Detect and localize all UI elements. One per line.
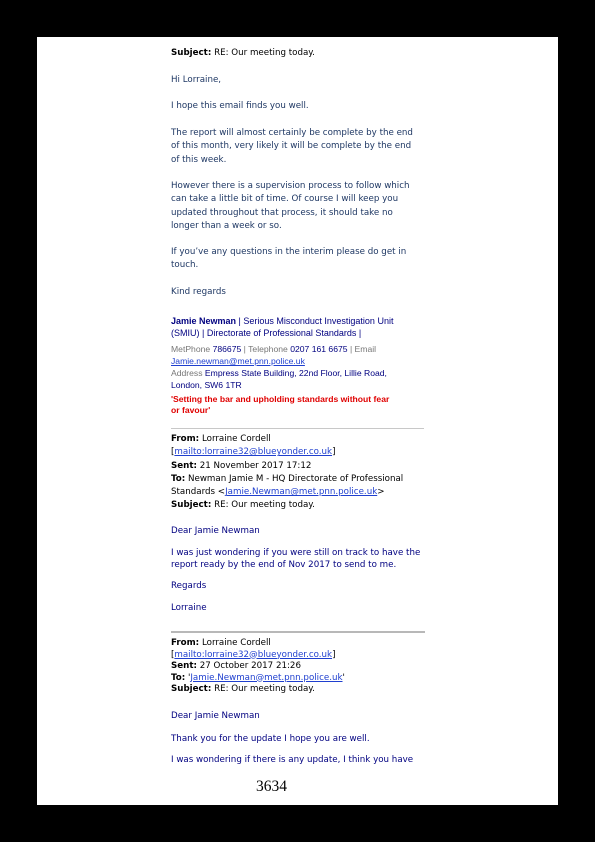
metphone-label: MetPhone — [171, 344, 211, 354]
sent-label: Sent: — [171, 460, 197, 471]
subject-value: RE: Our meeting today. — [214, 500, 315, 511]
sent-label: Sent: — [171, 661, 197, 671]
email2-sent-line — [171, 460, 403, 473]
page-number: 3634 — [256, 778, 287, 795]
from-label: From: — [171, 434, 200, 444]
to-email-link[interactable]: Jamie.Newman@met.pnn.police.uk — [190, 672, 343, 683]
sent-value: 21 November 2017 17:12 — [199, 460, 312, 471]
signature-unit: | Serious Misconduct Investigation Unit — [236, 316, 394, 326]
email3-sent-line — [171, 661, 345, 673]
reply-paragraph-4 — [171, 246, 406, 273]
signature-email-line — [171, 355, 305, 367]
subject-label: Subject: — [171, 684, 212, 694]
email3-mailto-line: [mailto:lorraine32@blueyonder.co.uk] — [171, 649, 336, 660]
text-line: touch. — [171, 260, 199, 271]
email-label: | Email — [349, 344, 377, 354]
to-value-suffix: > — [377, 487, 385, 498]
reply-subject-line — [171, 47, 315, 60]
subject-text: RE: Our meeting today. — [214, 48, 315, 58]
motto-line: 'Setting the bar and upholding standards without fear — [171, 394, 390, 404]
signature-address-line — [171, 367, 387, 379]
email3-header — [171, 638, 345, 696]
address-line-1: Empress State Building, 22nd Floor, Lillie Road, — [204, 368, 387, 378]
text-line: can take a little bit of time. Of course I will keep you — [171, 194, 399, 205]
email2-from-line — [171, 433, 403, 446]
divider — [171, 428, 424, 429]
email3-subject-line — [171, 684, 345, 696]
reply-greeting: Hi Lorraine, — [171, 75, 222, 85]
email2-regards: Regards — [171, 581, 207, 591]
signature-name: Jamie Newman — [171, 316, 237, 326]
text-line: longer than a week or so. — [171, 220, 282, 231]
signature-email-link[interactable]: Jamie.newman@met.pnn.police.uk — [171, 356, 305, 366]
subject-label: Subject: — [171, 500, 212, 511]
text-line: report ready by the end of Nov 2017 to send to me. — [171, 560, 397, 570]
email2-subject-line — [171, 499, 403, 512]
email3-body-2: I was wondering if there is any update, I think you have — [171, 755, 414, 765]
to-value: Newman Jamie M - HQ Directorate of Professional — [187, 473, 404, 484]
signature-phone-line — [171, 343, 376, 355]
address-label: Address — [171, 368, 203, 378]
email3-greeting: Dear Jamie Newman — [171, 711, 260, 721]
email2-to-line — [171, 473, 403, 486]
reply-paragraph-1: I hope this email finds you well. — [171, 101, 309, 111]
to-label: To: — [171, 473, 186, 484]
divider — [171, 631, 425, 633]
signature-unit-line-2: (SMIU) | Directorate of Professional Standards | — [171, 328, 362, 338]
telephone-label: | Telephone — [243, 344, 288, 354]
email2-header — [171, 433, 403, 513]
metphone-value: 786675 — [212, 344, 242, 354]
reply-paragraph-3 — [171, 180, 410, 233]
signature-name-line — [171, 315, 393, 327]
to-email-link[interactable]: Jamie.Newman@met.pnn.police.uk — [225, 487, 378, 498]
from-value: Lorraine Cordell — [201, 434, 271, 444]
email2-mailto-line: [mailto:lorraine32@blueyonder.co.uk] — [171, 447, 336, 458]
subject-label: Subject: — [171, 48, 212, 58]
telephone-value: 0207 161 6675 — [290, 344, 348, 354]
subject-value: RE: Our meeting today. — [214, 684, 315, 694]
reply-closing: Kind regards — [171, 287, 226, 297]
text-line: updated throughout that process, it should take no — [171, 207, 393, 218]
email2-greeting: Dear Jamie Newman — [171, 526, 260, 536]
email2-to-line-2 — [171, 486, 403, 499]
sent-value: 27 October 2017 21:26 — [199, 661, 301, 671]
text-line: If you’ve any questions in the interim please do get in — [171, 247, 407, 257]
signature-motto — [171, 394, 389, 416]
text-line: The report will almost certainly be complete by the end — [171, 128, 413, 138]
text-line: of this month, very likely it will be complete by the end — [171, 141, 412, 152]
from-label: From: — [171, 638, 200, 648]
email3-body-1: Thank you for the update I hope you are well. — [171, 734, 370, 744]
signature-address-line-2: London, SW6 1TR — [171, 380, 242, 390]
email3-to-line: To: 'Jamie.Newman@met.pnn.police.uk' — [171, 672, 345, 683]
email2-sign: Lorraine — [171, 603, 207, 613]
motto-line: or favour' — [171, 405, 211, 415]
reply-paragraph-2 — [171, 127, 413, 167]
to-value-prefix: Standards < — [171, 487, 226, 498]
email2-body — [171, 547, 420, 571]
text-line: However there is a supervision process to follow which — [171, 181, 410, 191]
from-value: Lorraine Cordell — [201, 638, 271, 648]
mailto-link[interactable]: mailto:lorraine32@blueyonder.co.uk — [174, 649, 333, 660]
email3-from-line — [171, 638, 345, 650]
text-line: I was just wondering if you were still on track to have the — [171, 548, 421, 558]
mailto-link[interactable]: mailto:lorraine32@blueyonder.co.uk — [174, 447, 333, 458]
to-label: To: — [171, 672, 186, 683]
document-page — [37, 37, 558, 805]
text-line: of this week. — [171, 154, 227, 165]
